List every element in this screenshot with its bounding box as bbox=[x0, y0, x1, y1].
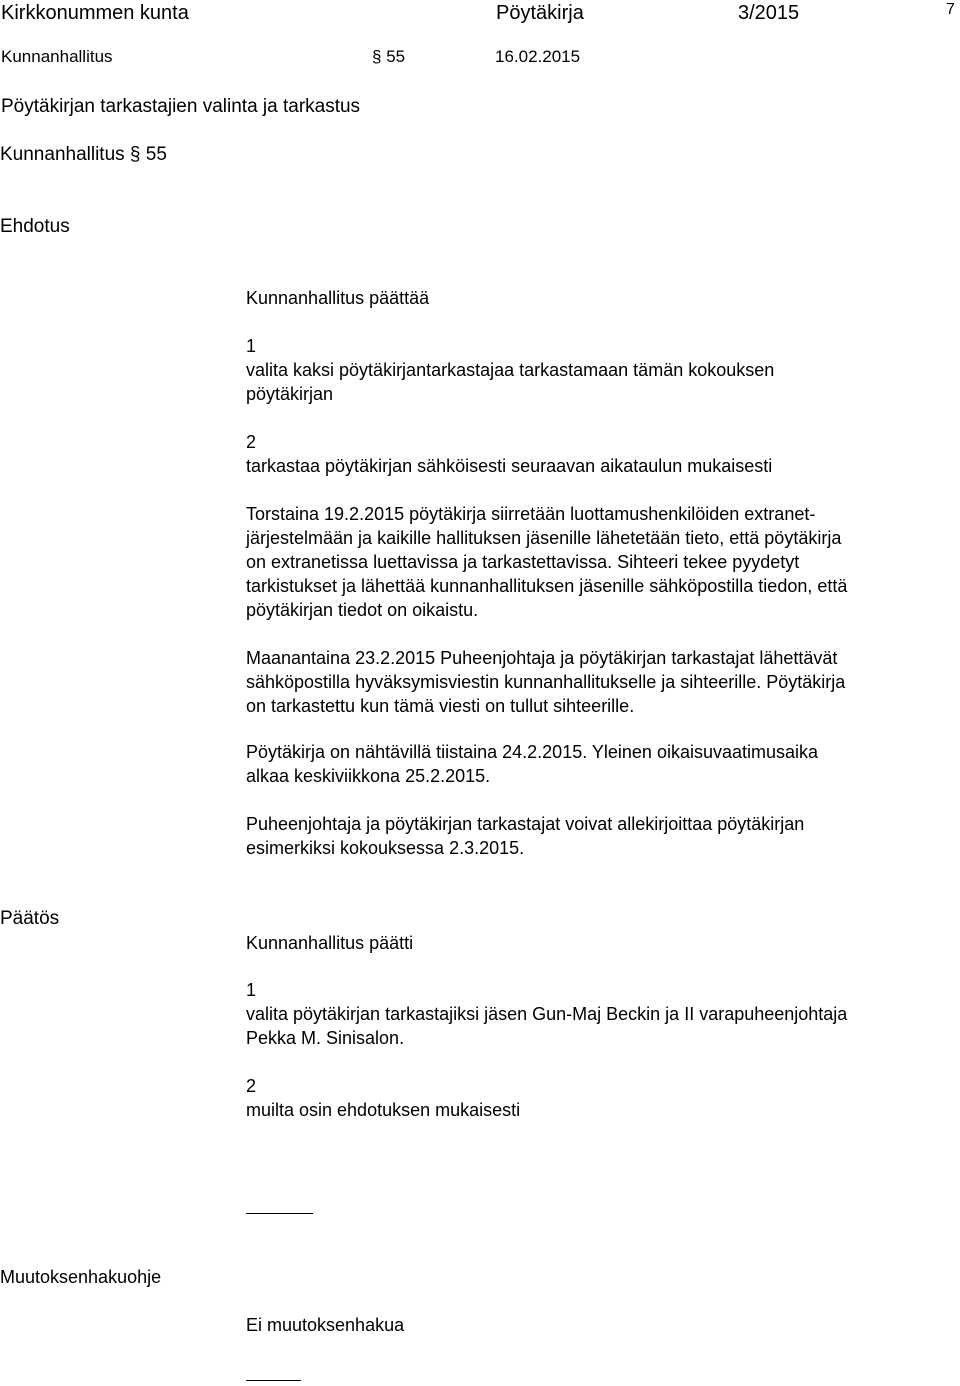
decision-line: Pekka M. Sinisalon. bbox=[246, 1028, 405, 1048]
decision-line: 1 bbox=[246, 980, 257, 1000]
proposal-line: pöytäkirjan bbox=[246, 384, 334, 404]
proposal-line: pöytäkirjan tiedot on oikaistu. bbox=[246, 600, 479, 620]
proposal-line: tarkistukset ja lähettää kunnanhallituksen jäsenille sähköpostilla tiedon, että bbox=[246, 576, 848, 596]
header-section-number: 55 bbox=[386, 47, 406, 66]
proposal-line: Pöytäkirja on nähtävillä tiistaina 24.2.2015. Yleinen oikaisuvaatimusaika bbox=[246, 742, 819, 762]
proposal-line: sähköpostilla hyväksymisviestin kunnanhallitukselle ja sihteerille. Pöytäkirja bbox=[246, 672, 846, 692]
proposal-label: Ehdotus bbox=[0, 216, 70, 237]
proposal-line: Puheenjohtaja ja pöytäkirjan tarkastajat voivat allekirjoittaa pöytäkirjan bbox=[246, 814, 805, 834]
municipality-name: Kirkkonummen kunta bbox=[1, 2, 189, 24]
proposal-line: Torstaina 19.2.2015 pöytäkirja siirretään luottamushenkilöiden extranet- bbox=[246, 504, 816, 524]
decision-line: muilta osin ehdotuksen mukaisesti bbox=[246, 1100, 521, 1120]
proposal-line: Kunnanhallitus päättää bbox=[246, 288, 430, 308]
page-number: 7 bbox=[946, 1, 955, 18]
decision-label: Päätös bbox=[0, 908, 60, 929]
decision-line: valita pöytäkirjan tarkastajiksi jäsen Gun-Maj Beckin ja II varapuheenjohtaja bbox=[246, 1004, 848, 1024]
document-type: Pöytäkirja bbox=[496, 2, 584, 24]
decision-line: 2 bbox=[246, 1076, 257, 1096]
proposal-line: valita kaksi pöytäkirjantarkastajaa tarkastamaan tämän kokouksen bbox=[246, 360, 775, 380]
proposal-line: esimerkiksi kokouksessa 2.3.2015. bbox=[246, 838, 525, 858]
header-body: Kunnanhallitus bbox=[1, 47, 113, 66]
document-number: 3/2015 bbox=[738, 2, 800, 24]
proposal-line: alkaa keskiviikkona 25.2.2015. bbox=[246, 766, 491, 786]
separator-rule bbox=[246, 1213, 313, 1214]
proposal-line: 2 bbox=[246, 432, 257, 452]
appeal-label: Muutoksenhakuohje bbox=[0, 1267, 162, 1287]
appeal-text: Ei muutoksenhakua bbox=[246, 1315, 405, 1335]
header-date: 16.02.2015 bbox=[495, 47, 581, 66]
proposal-line: Maanantaina 23.2.2015 Puheenjohtaja ja pöytäkirjan tarkastajat lähettävät bbox=[246, 648, 838, 668]
proposal-line: tarkastaa pöytäkirjan sähköisesti seuraavan aikataulun mukaisesti bbox=[246, 456, 773, 476]
section-subheading: Kunnanhallitus § 55 bbox=[0, 144, 167, 165]
proposal-line: on tarkastettu kun tämä viesti on tullut sihteerille. bbox=[246, 696, 635, 716]
proposal-line: on extranetissa luettavissa ja tarkastettavissa. Sihteeri tekee pyydetyt bbox=[246, 552, 800, 572]
proposal-line: järjestelmään ja kaikille hallituksen jäsenille lähetetään tieto, että pöytäkirja bbox=[246, 528, 842, 548]
header-section: § 55 bbox=[372, 47, 406, 66]
separator-rule-bottom bbox=[246, 1380, 301, 1381]
proposal-line: 1 bbox=[246, 336, 257, 356]
decision-line: Kunnanhallitus päätti bbox=[246, 933, 414, 953]
page-title: Pöytäkirjan tarkastajien valinta ja tarkastus bbox=[1, 96, 361, 117]
